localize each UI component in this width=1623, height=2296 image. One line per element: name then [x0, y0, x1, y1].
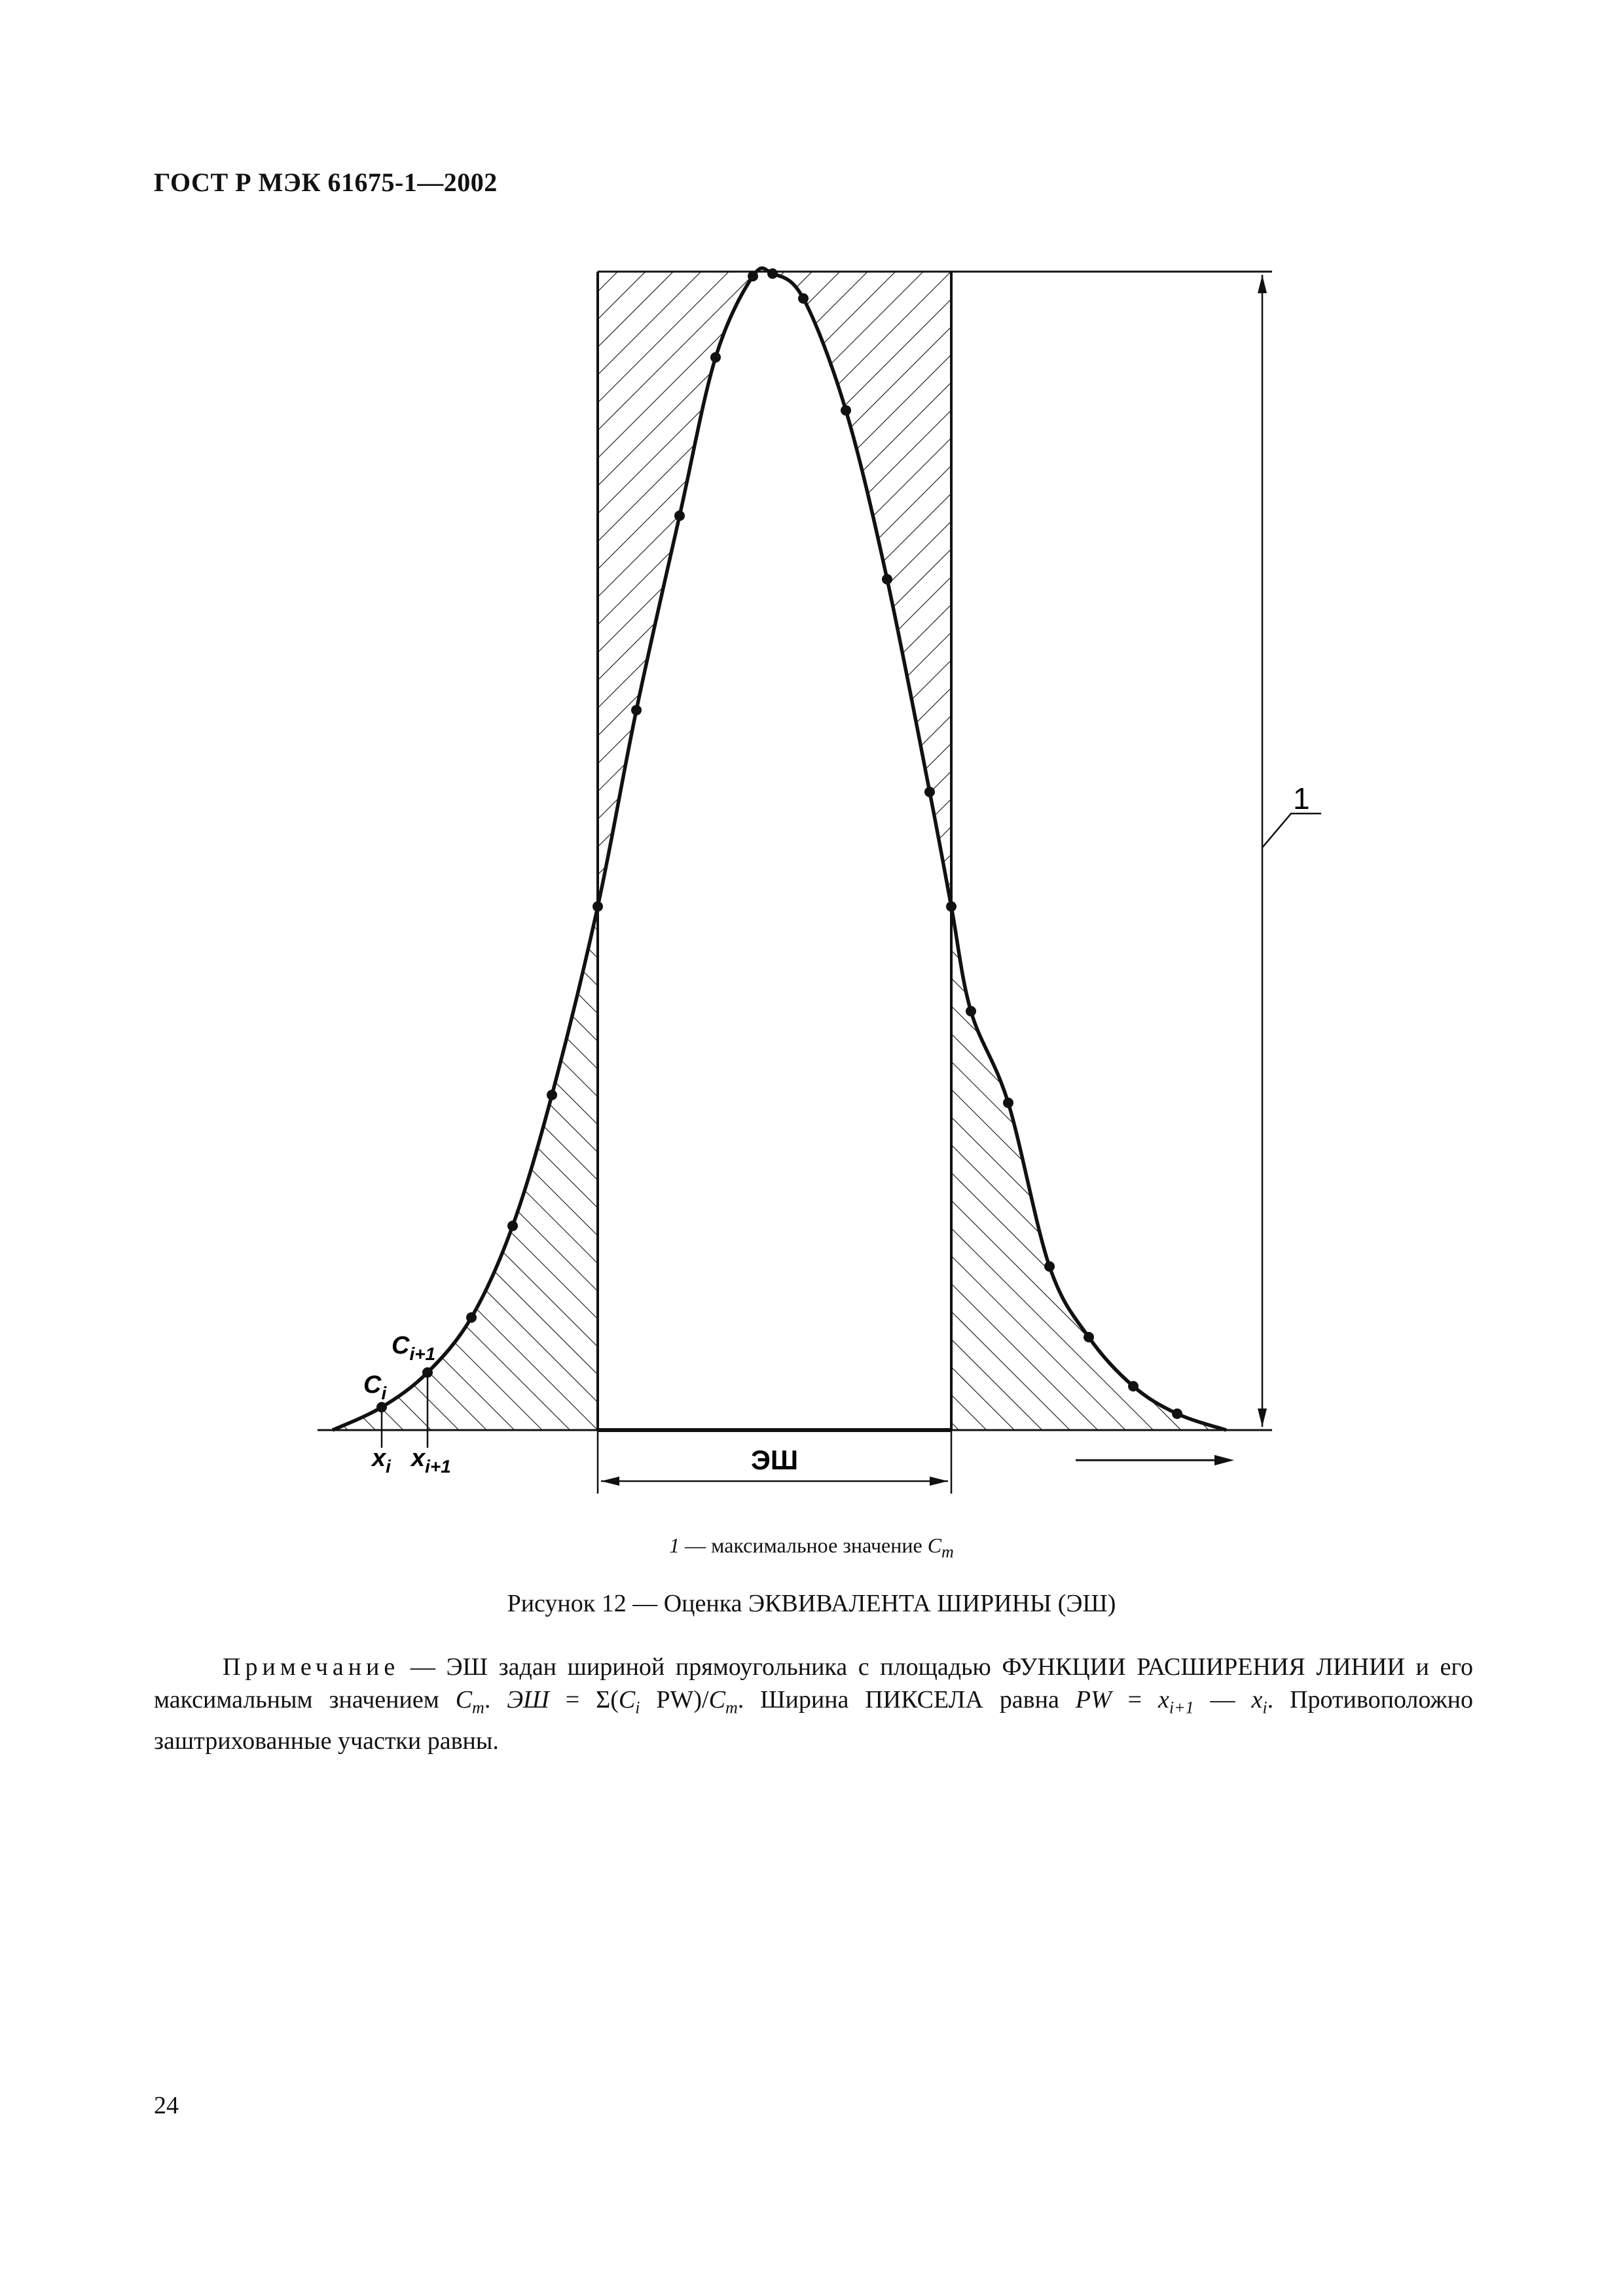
hatch-area-left-top — [333, 268, 1226, 1430]
sample-point — [710, 352, 721, 363]
label-ci: $C_i$ — [363, 1371, 387, 1403]
legend-text: — максимальное значение — [680, 1534, 928, 1557]
sample-point — [966, 1006, 976, 1016]
figure-caption: Рисунок 12 — Оценка ЭКВИВАЛЕНТА ШИРИНЫ (ЭШ) — [507, 1590, 1116, 1617]
sample-point — [767, 268, 778, 279]
sample-point — [1172, 1408, 1182, 1419]
height-arrow-top — [1258, 275, 1267, 293]
sample-point — [798, 293, 809, 304]
sample-point — [547, 1090, 557, 1100]
width-arrow-right — [930, 1477, 948, 1486]
figure-legend — [0, 1534, 1623, 1562]
axis-direction-arrow — [1214, 1455, 1234, 1465]
document-header: ГОСТ Р МЭК 61675-1—2002 — [154, 168, 498, 197]
sample-point — [882, 574, 892, 584]
hatch-area-right-top — [333, 268, 1226, 1430]
sample-point — [1044, 1261, 1055, 1272]
sample-point — [631, 705, 642, 715]
note-label: Примечание — [223, 1653, 400, 1681]
sample-point — [1003, 1098, 1013, 1108]
sample-point — [748, 271, 758, 281]
page-number: 24 — [154, 2092, 179, 2119]
sample-point — [1084, 1332, 1094, 1342]
legend-number: 1 — [669, 1534, 680, 1557]
sample-point — [924, 787, 935, 797]
legend-cm: C — [927, 1534, 942, 1557]
sample-point — [841, 405, 851, 416]
sample-point — [674, 511, 685, 521]
label-ci1: $C_{i+1}$ — [392, 1332, 436, 1364]
label-1: 1 — [1293, 781, 1310, 816]
sample-point — [1128, 1381, 1139, 1391]
sample-point — [946, 901, 957, 912]
sample-point — [466, 1312, 477, 1323]
hatch-area-left-bottom — [333, 268, 1226, 1430]
leader-line-1 — [1262, 814, 1321, 848]
sample-point — [507, 1221, 518, 1231]
height-arrow-bottom — [1258, 1408, 1267, 1427]
label-xi1: $x_{i+1}$ — [411, 1444, 451, 1477]
sample-point — [593, 901, 603, 912]
sample-points — [376, 268, 1182, 1419]
legend-cm-sub: m — [941, 1542, 954, 1562]
width-arrow-left — [601, 1477, 619, 1486]
label-xi: $x_i$ — [372, 1444, 391, 1477]
line-spread-function-curve — [333, 268, 1226, 1430]
note-paragraph: Примечание — ЭШ задан шириной прямоугольника с площадью ФУНКЦИИ РАСШИРЕНИЯ ЛИНИИ и его максимальным значением $C_m$. ЭШ = $\Sigma(C_i$ $PW)/C_m$. Ширина ПИКСЕЛА равна PW = $x_{i+1}$ — $x_i$. Противоположно заштрихованные участки равны. — [154, 1653, 1474, 1755]
label-esh: ЭШ — [750, 1444, 799, 1475]
hatch-area-right-bottom — [333, 268, 1226, 1430]
